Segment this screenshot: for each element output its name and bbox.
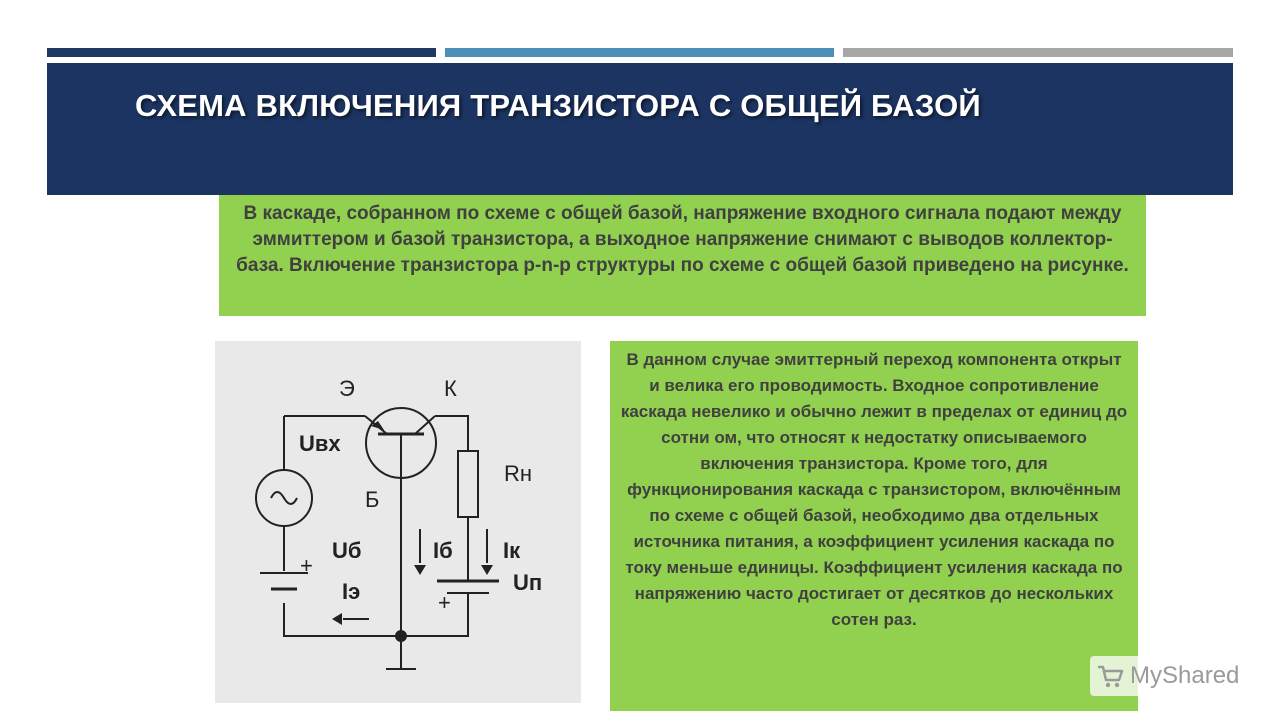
label-i-e: Iэ [342, 579, 361, 604]
junction-node [395, 630, 407, 642]
label-collector: К [444, 376, 457, 401]
label-u-b: Uб [332, 538, 362, 563]
label-i-k: Iк [503, 538, 521, 563]
description-text-box [610, 341, 1138, 711]
sine-wave [271, 492, 297, 504]
label-base: Б [365, 487, 380, 512]
label-plus-right: + [438, 590, 451, 615]
load-resistor [458, 451, 478, 517]
label-u-p: Uп [513, 570, 543, 595]
arrow-ib-head [414, 565, 426, 575]
intro-text-box [219, 195, 1146, 316]
slide-title: СХЕМА ВКЛЮЧЕНИЯ ТРАНЗИСТОРА С ОБЩЕЙ БАЗОЙ [135, 88, 981, 123]
label-plus-left: + [300, 553, 313, 578]
header-stripe-gray [843, 48, 1233, 57]
circuit-schematic [215, 341, 581, 703]
cart-icon [1096, 663, 1124, 689]
label-emitter: Э [339, 376, 355, 401]
watermark [1090, 656, 1245, 696]
header-stripe-blue [445, 48, 834, 57]
watermark-text: MyShared [1130, 662, 1240, 689]
wire-collector [435, 416, 468, 451]
circuit-diagram [215, 341, 581, 703]
wire-left-bottom [284, 603, 401, 636]
title-banner [47, 63, 1233, 195]
arrow-ik-head [481, 565, 493, 575]
description-text: В данном случае эмиттерный переход компонента открыт и велика его проводимость. Входное сопротивление каскада невелико и обычно лежит в пределах от единиц до сотни ом, что относят к недостатку описываемого включения транзистора. Кроме того, для функционирования каскада с транзистором, включённым по схеме с общей базой, необходимо два отдельных источника питания, а коэффициент усиления каскада по току меньше единицы. Коэффициент усиления каскада по напряжению часто достигает от десятков до нескольких сотен раз. [620, 350, 1128, 629]
intro-text: В каскаде, собранном по схеме с общей базой, напряжение входного сигнала подают между эммиттером и базой транзистора, а выходное напряжение снимают с выводов коллектор-база. Включение транзистора p-n-p структуры по схеме с общей базой приведено на рисунке. [236, 203, 1129, 276]
header-stripe-dark [47, 48, 436, 57]
arrow-ie-head [332, 613, 342, 625]
label-i-b: Iб [433, 538, 453, 563]
label-u-in: Uвх [299, 431, 341, 456]
wire-right-bottom [401, 593, 468, 636]
label-r-load: Rн [504, 461, 533, 486]
